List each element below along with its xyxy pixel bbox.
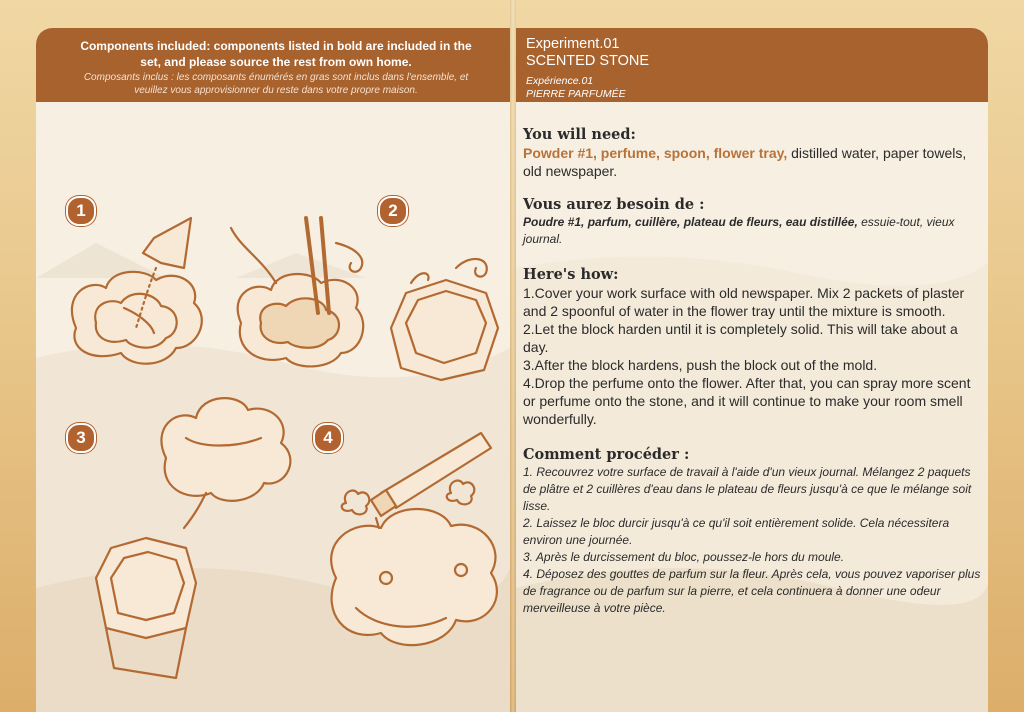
experiment-heading-fr bbox=[526, 75, 626, 101]
step-number-3: 3 bbox=[66, 423, 96, 453]
components-note-en: Components included: components listed in bold are included in the set, and please source the rest from own home. bbox=[80, 39, 472, 69]
experiment-banner bbox=[516, 28, 988, 102]
step-number-2: 2 bbox=[378, 196, 408, 226]
need-heading-fr: Vous aurez besoin de : bbox=[523, 196, 705, 213]
need-home-items: distilled water, paper towels, old newspaper. bbox=[523, 145, 967, 179]
step-number-1: 1 bbox=[66, 196, 96, 226]
experiment-heading bbox=[526, 36, 649, 70]
left-page bbox=[36, 28, 510, 712]
need-included-items: Powder #1, perfume, spoon, flower tray, bbox=[523, 145, 788, 161]
how-step-4: 4.Drop the perfume onto the flower. After that, you can spray more scent or perfume onto the stone, and it will continue to make your room smell wonderfully. bbox=[523, 375, 971, 427]
experiment-title-fr: PIERRE PARFUMÉE bbox=[526, 88, 626, 100]
need-text bbox=[523, 144, 983, 180]
step3-illustration bbox=[96, 398, 290, 678]
how-step-2: 2.Let the block harden until it is completely solid. This will take about a day. bbox=[523, 321, 958, 355]
steps-illustration bbox=[36, 108, 510, 708]
need-included-items-fr: Poudre #1, parfum, cuillère, plateau de fleurs, eau distillée, bbox=[523, 215, 858, 229]
instructions bbox=[523, 126, 983, 617]
how-step-1-fr: 1. Recouvrez votre surface de travail à l'aide d'un vieux journal. Mélangez 2 paquets de plâtre et 2 cuillères d'eau dans le plateau de fleurs jusqu'à ce que le mélange soit lisse. bbox=[523, 465, 972, 513]
experiment-label-fr: Expérience.01 bbox=[526, 75, 594, 87]
need-heading: You will need: bbox=[523, 126, 636, 143]
how-step-3: 3.After the block hardens, push the block out of the mold. bbox=[523, 357, 878, 373]
step-number-4: 4 bbox=[313, 423, 343, 453]
how-heading-fr: Comment procéder : bbox=[523, 446, 690, 463]
step2-illustration bbox=[391, 259, 498, 380]
experiment-title: SCENTED STONE bbox=[526, 53, 650, 69]
step1-illustration bbox=[72, 218, 202, 364]
components-note-fr: Composants inclus : les composants énumérés en gras sont inclus dans l'ensemble, et veuillez vous approvisionner du reste dans votre propre maison. bbox=[83, 72, 469, 96]
how-step-4-fr: 4. Déposez des gouttes de parfum sur la fleur. Après cela, vous pouvez vaporiser plus de fragrance ou de parfum sur la pierre, et cela continuera à donner une odeur merveilleuse à votre pièce. bbox=[523, 567, 981, 615]
how-step-3-fr: 3. Après le durcissement du bloc, poussez-le hors du moule. bbox=[523, 550, 845, 564]
components-banner bbox=[36, 28, 510, 102]
step4-illustration bbox=[331, 433, 497, 645]
experiment-label: Experiment.01 bbox=[526, 36, 620, 52]
right-page bbox=[516, 28, 988, 712]
need-text-fr bbox=[523, 214, 983, 248]
how-step-1: 1.Cover your work surface with old newspaper. Mix 2 packets of plaster and 2 spoonful of water in the flower tray until the mixture is smooth. bbox=[523, 285, 965, 319]
need-home-items-fr: essuie-tout, vieux journal. bbox=[523, 215, 955, 246]
how-heading: Here's how: bbox=[523, 266, 619, 283]
how-step-2-fr: 2. Laissez le bloc durcir jusqu'à ce qu'il soit entièrement solide. Cela nécessitera environ une journée. bbox=[523, 516, 950, 547]
step1b-illustration bbox=[231, 218, 363, 366]
